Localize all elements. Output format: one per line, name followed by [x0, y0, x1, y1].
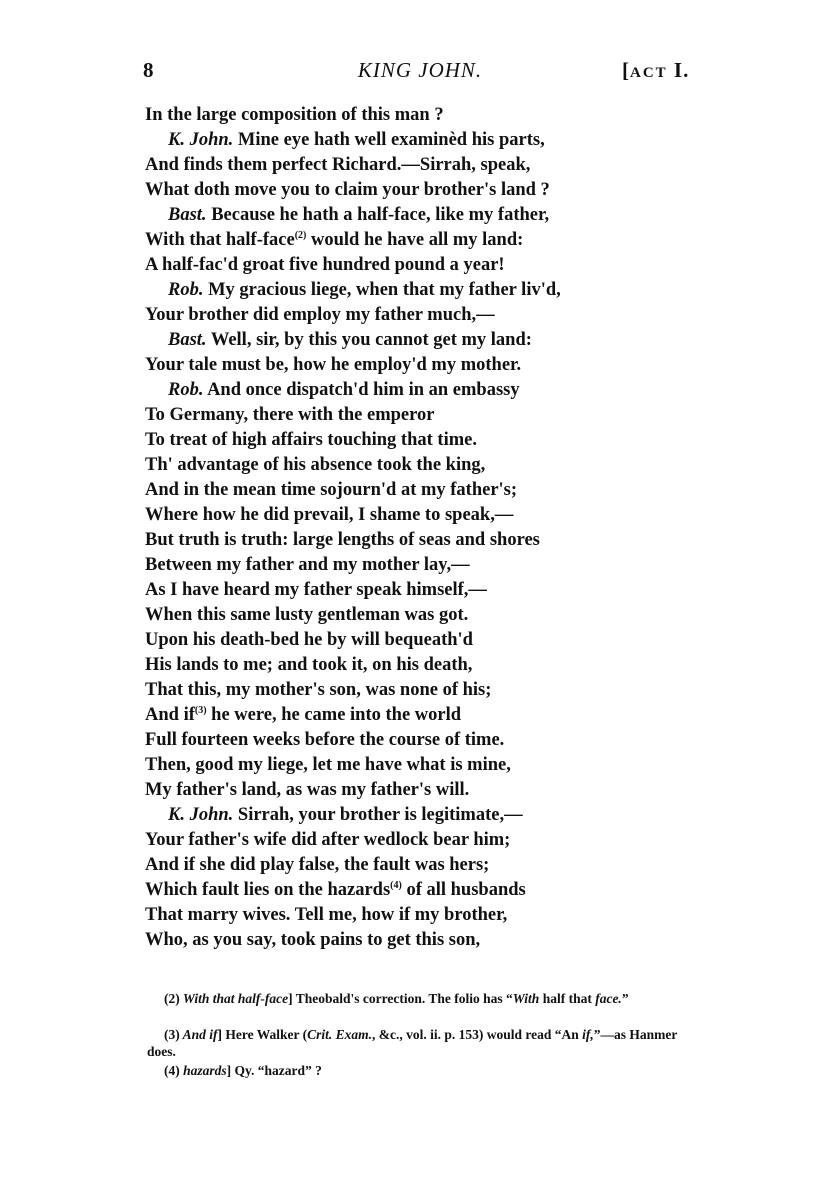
- verse-line: [168, 803, 523, 828]
- verse-line: [145, 778, 469, 803]
- verse-line: [145, 653, 472, 678]
- verse-line-text: Because he hath a half-face, like my father,: [206, 205, 550, 225]
- verse-line: [145, 553, 470, 578]
- footnote-mark: (4): [164, 1063, 180, 1078]
- verse-line-text: To Germany, there with the emperor: [145, 405, 435, 425]
- verse-line: [145, 678, 491, 703]
- speaker-name: Bast.: [168, 205, 207, 225]
- act-word: ACT: [630, 65, 668, 81]
- verse-line-text: Sirrah, your brother is legitimate,—: [233, 805, 523, 825]
- verse-line: [145, 603, 468, 628]
- verse-line-text: Who, as you say, took pains to get this son,: [145, 930, 481, 950]
- verse-line-text: That this, my mother's son, was none of his;: [145, 680, 492, 700]
- verse-line: [145, 453, 485, 478]
- footnote-ref: (4): [390, 879, 402, 891]
- verse-line: [145, 728, 504, 753]
- verse-line-text: Upon his death-bed he by will bequeath'd: [145, 630, 473, 650]
- verse-line-text: Your tale must be, how he employ'd my mother.: [145, 355, 522, 375]
- footnote-text: , &c., vol. ii. p. 153) would read “An: [372, 1027, 583, 1042]
- verse-line-text: Mine eye hath well examinèd his parts,: [233, 130, 545, 150]
- verse-line: [145, 903, 507, 928]
- speaker-name: Rob.: [168, 380, 204, 400]
- verse-line-text: of all husbands: [401, 880, 526, 900]
- verse-line: [145, 828, 510, 853]
- verse-line: [145, 478, 517, 503]
- verse-line-text: To treat of high affairs touching that time.: [145, 430, 477, 450]
- verse-line: [145, 353, 521, 378]
- speaker-name: Bast.: [168, 330, 207, 350]
- verse-line-text: And if: [145, 705, 195, 725]
- footnote: [147, 1062, 702, 1079]
- footnote-text: ] Qy. “hazard” ?: [226, 1063, 322, 1078]
- verse-line: [168, 378, 520, 403]
- footnote-lemma: hazards: [179, 1063, 227, 1078]
- verse-line-text: That marry wives. Tell me, how if my brother,: [145, 905, 508, 925]
- footnote-italic: face.: [595, 991, 622, 1006]
- running-title: KING JOHN.: [357, 58, 483, 82]
- footnote-text: ”: [621, 991, 629, 1006]
- verse-line-text: His lands to me; and took it, on his death,: [145, 655, 473, 675]
- footnote-text: ] Here Walker (: [217, 1027, 308, 1042]
- verse-line-text: My gracious liege, when that my father liv'd,: [203, 280, 561, 300]
- verse-line-text: would he have all my land:: [306, 230, 524, 250]
- verse-line-text: But truth is truth: large lengths of seas and shores: [145, 530, 540, 550]
- act-bracket: [: [622, 58, 630, 82]
- verse-line-text: As I have heard my father speak himself,—: [145, 580, 487, 600]
- verse-line: [145, 578, 487, 603]
- footnote-text: half that: [539, 991, 596, 1006]
- verse-line: [145, 878, 526, 903]
- verse-line: [145, 403, 434, 428]
- verse-line-text: When this same lusty gentleman was got.: [145, 605, 469, 625]
- verse-line: [145, 253, 505, 278]
- speaker-name: K. John.: [168, 805, 234, 825]
- verse-line-text: My father's land, as was my father's will.: [145, 780, 470, 800]
- verse-line: [145, 753, 511, 778]
- footnote-lemma: And if: [179, 1027, 218, 1042]
- verse-line: [145, 703, 461, 728]
- verse-line-text: Your brother did employ my father much,—: [145, 305, 495, 325]
- footnote-text: ”—as Hanmer does.: [147, 1027, 678, 1059]
- speaker-name: Rob.: [168, 280, 204, 300]
- verse-line-text: Your father's wife did after wedlock bear him;: [145, 830, 511, 850]
- verse-line-text: And in the mean time sojourn'd at my father's;: [145, 480, 518, 500]
- footnote-ref: (3): [194, 704, 207, 716]
- verse-line-text: What doth move you to claim your brother's land ?: [145, 180, 550, 200]
- verse-line-text: And if she did play false, the fault was hers;: [145, 855, 490, 875]
- verse-line: [168, 278, 561, 303]
- page-number: 8: [143, 58, 154, 82]
- act-number: I.: [673, 58, 690, 82]
- verse-line: [145, 528, 540, 553]
- verse-line: [145, 503, 513, 528]
- footnote: [147, 990, 702, 1007]
- verse-line: [168, 203, 549, 228]
- verse-line: [145, 303, 495, 328]
- speaker-name: K. John.: [168, 130, 234, 150]
- verse-line: [145, 428, 477, 453]
- verse-line-text: Between my father and my mother lay,—: [145, 555, 470, 575]
- verse-line: [168, 328, 532, 353]
- verse-line: [145, 628, 473, 653]
- verse-line-text: he were, he came into the world: [206, 705, 462, 725]
- verse-line: [145, 103, 444, 128]
- verse-line-text: A half-fac'd groat five hundred pound a year!: [145, 255, 505, 275]
- verse-line: [168, 128, 545, 153]
- footnote: [147, 1026, 702, 1060]
- verse-line: [145, 928, 480, 953]
- footnote-ref: (2): [294, 229, 307, 241]
- verse-line: [145, 153, 530, 178]
- verse-line-text: Well, sir, by this you cannot get my land:: [206, 330, 532, 350]
- footnote-lemma: With that half-face: [179, 991, 289, 1006]
- footnote-text: ] Theobald's correction. The folio has “: [288, 991, 513, 1006]
- verse-line-text: In the large composition of this man ?: [145, 105, 444, 125]
- footnote-italic: if,: [582, 1027, 594, 1042]
- verse-line-text: Which fault lies on the hazards: [145, 880, 391, 900]
- footnote-italic: Crit. Exam.: [307, 1027, 373, 1042]
- footnote-italic: With: [512, 991, 540, 1006]
- verse-line-text: Where how he did prevail, I shame to speak,—: [145, 505, 514, 525]
- verse-line-text: Full fourteen weeks before the course of time.: [145, 730, 505, 750]
- verse-line-text: Th' advantage of his absence took the king,: [145, 455, 486, 475]
- act-marker: [622, 58, 689, 85]
- verse-line-text: And once dispatch'd him in an embassy: [203, 380, 520, 400]
- footnote-mark: (3): [164, 1027, 180, 1042]
- verse-line-text: And finds them perfect Richard.—Sirrah, speak,: [145, 155, 531, 175]
- verse-line: [145, 178, 550, 203]
- verse-line: [145, 228, 523, 253]
- verse-line-text: With that half-face: [145, 230, 295, 250]
- verse-line: [145, 853, 489, 878]
- verse-line-text: Then, good my liege, let me have what is mine,: [145, 755, 511, 775]
- footnote-mark: (2): [164, 991, 180, 1006]
